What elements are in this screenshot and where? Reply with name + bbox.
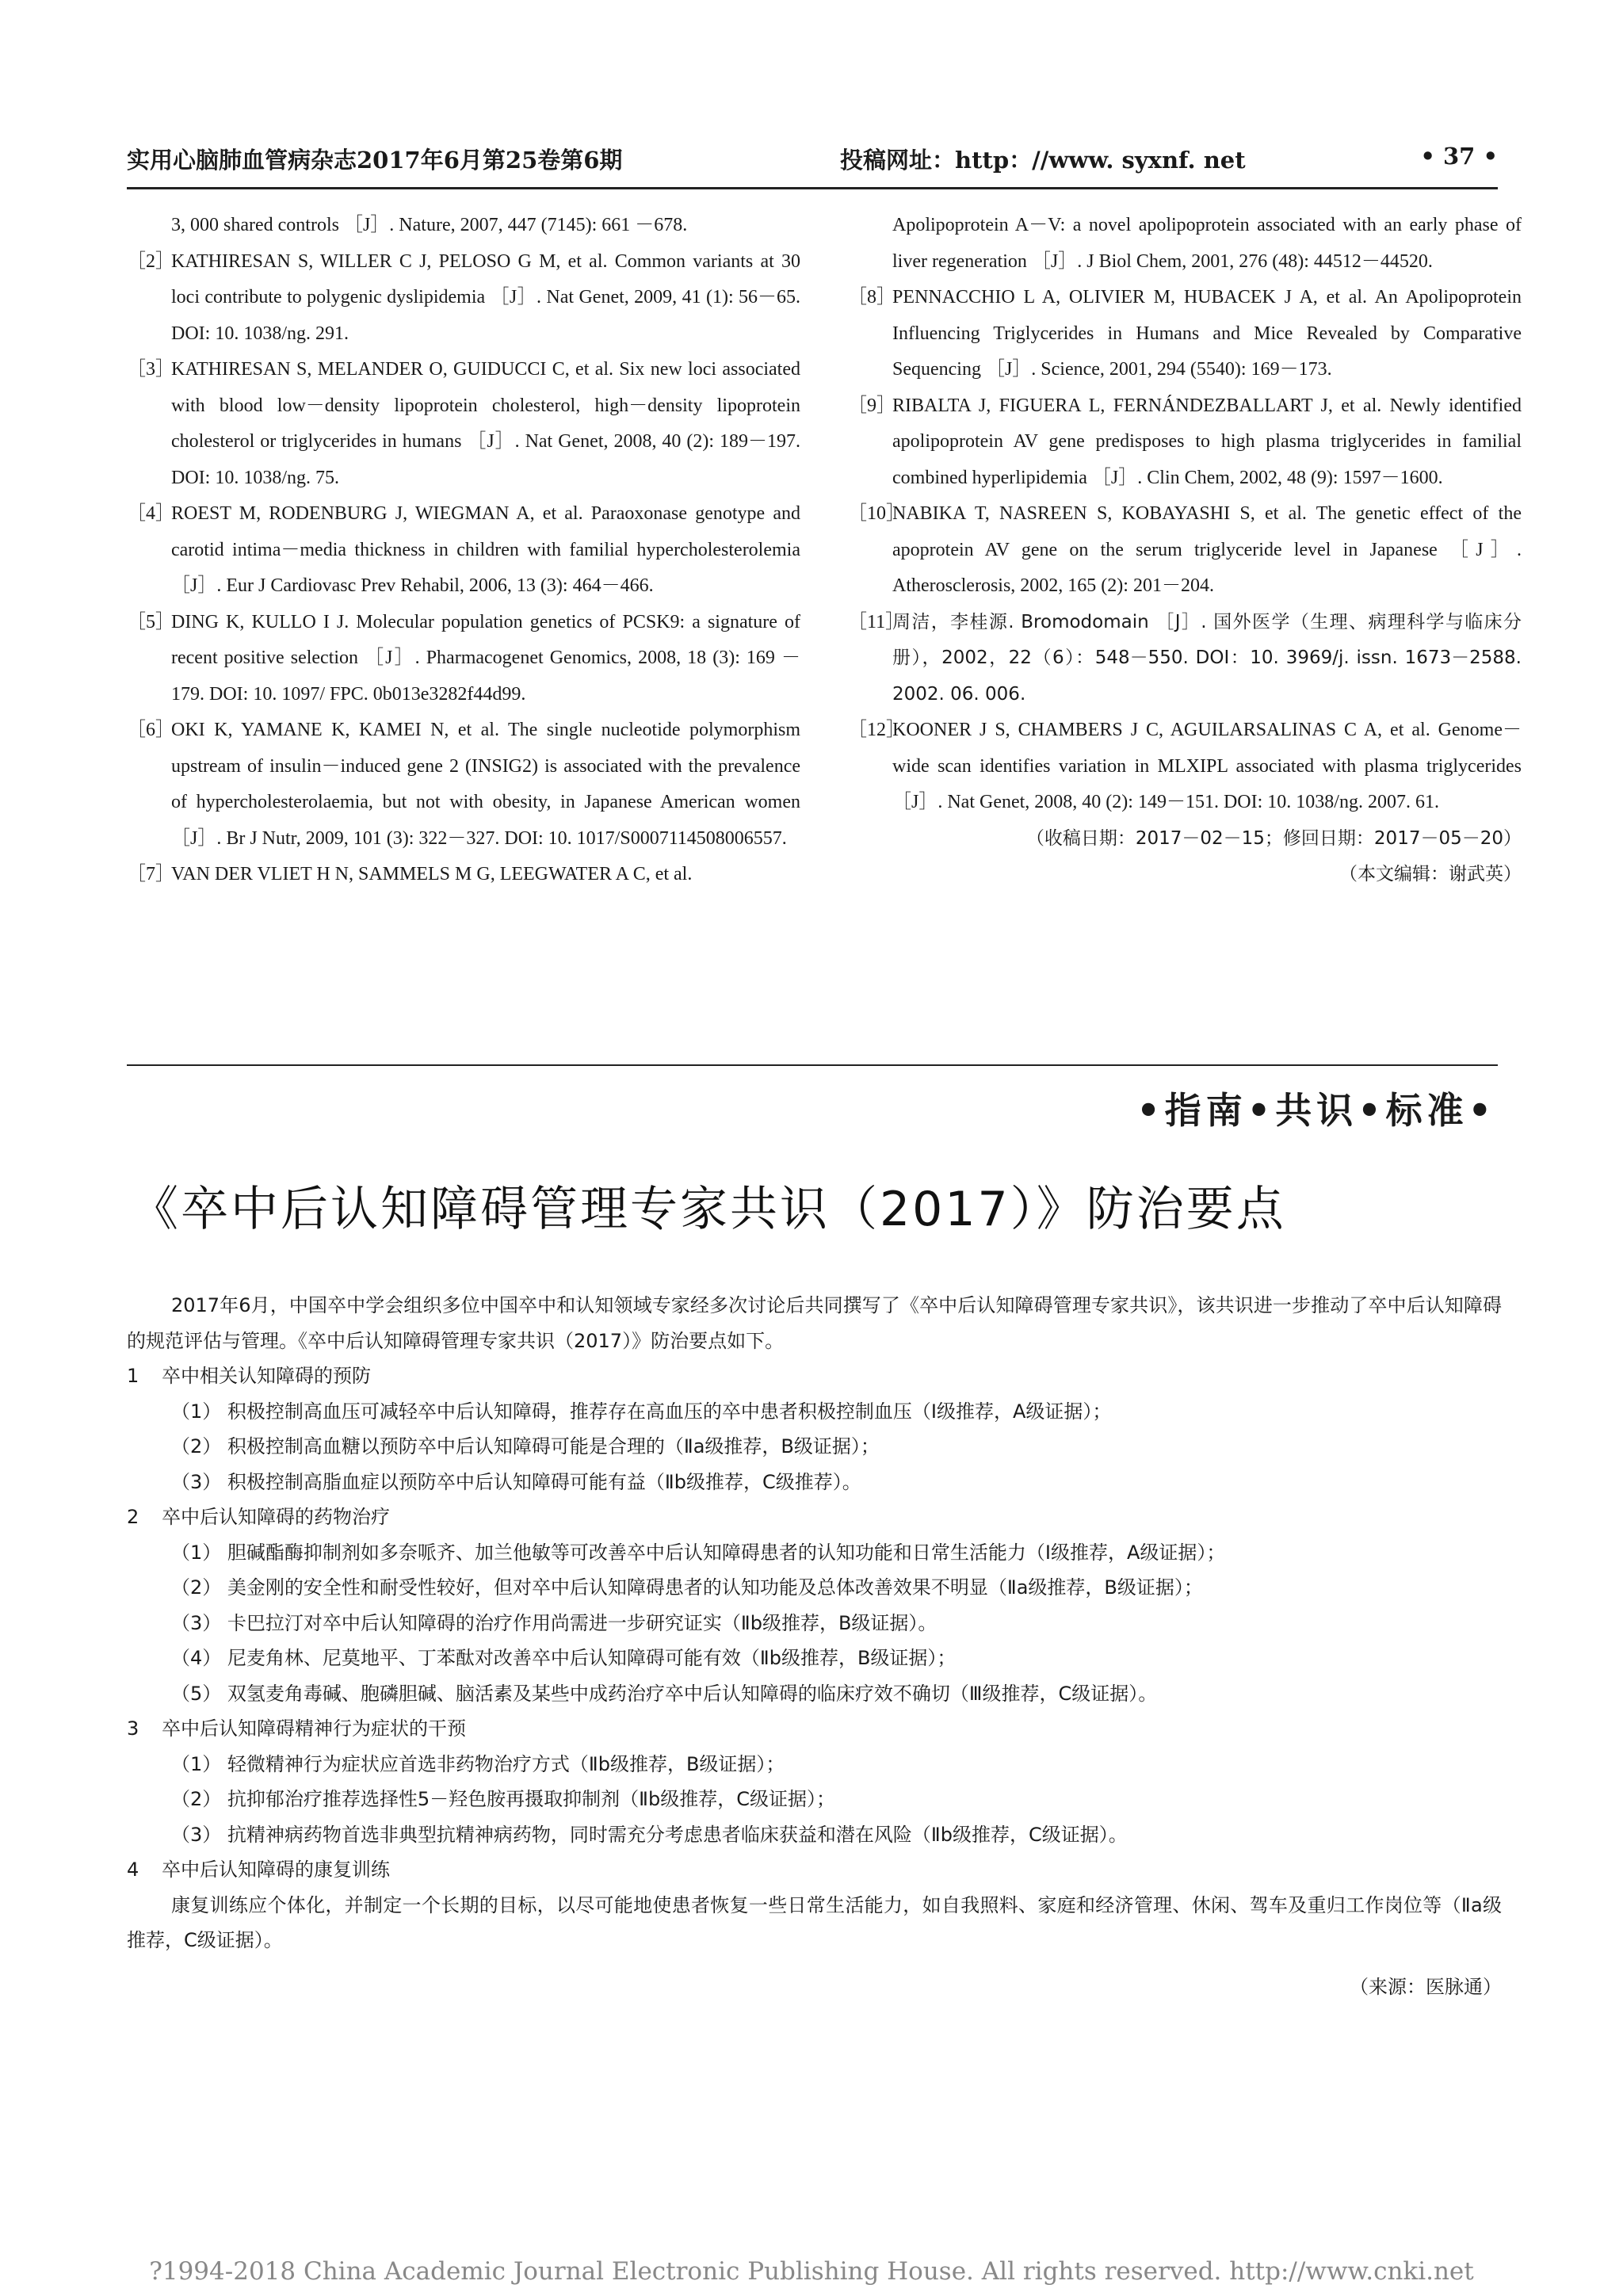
section-heading-text: 卒中相关认知障碍的预防 [162,1365,371,1387]
reference-item [848,712,1522,821]
reference-text: PENNACCHIO L A, OLIVIER M, HUBACEK J A, et al. An Apolipoprotein Influencing Triglycerides in Humans and Mice Revealed by Comparative Sequencing ［J］. Science, 2001, 294 (5540): 169－173. [892,287,1522,380]
recommendation-item: （2） 抗抑郁治疗推荐选择性5－羟色胺再摄取抑制剂（Ⅱb级推荐，C级证据）； [171,1788,835,1810]
reference-text: ROEST M, RODENBURG J, WIEGMAN A, et al. Paraoxonase genotype and carotid intima－media thickness in children with familial hypercholesterolemia ［J］. Eur J Cardiovasc Prev Rehabil, 2006, 13 (3): 464－466. [171,503,800,596]
reference-item [127,496,800,605]
reference-item [848,605,1522,713]
reference-number: ［9］ [848,395,896,416]
reference-item [127,244,800,353]
reference-text: NABIKA T, NASREEN S, KOBAYASHI S, et al. The genetic effect of the apoprotein AV gene on the serum triglyceride level in Japanese ［J］. Atherosclerosis, 2002, 165 (2): 201－204. [892,503,1522,596]
reference-text: KOONER J S, CHAMBERS J C, AGUILARSALINAS C A, et al. Genome－wide scan identifies variation in MLXIPL associated with plasma triglycerides ［J］. Nat Genet, 2008, 40 (2): 149－151. DOI: 10. 1038/ng. 2007. 61. [892,720,1522,812]
recommendation-item: （4） 尼麦角林、尼莫地平、丁苯酞对改善卒中后认知障碍可能有效（Ⅱb级推荐，B级证据）； [171,1647,957,1669]
section-heading-text: 卒中后认知障碍的康复训练 [162,1859,390,1881]
rehab-paragraph: 康复训练应个体化，并制定一个长期的目标，以尽可能地使患者恢复一些日常生活能力，如自我照料、家庭和经济管理、休闲、驾车及重归工作岗位等（Ⅱa级推荐，C级证据）。 [127,1893,1502,1951]
reference-item [848,388,1522,497]
reference-text: DING K, KULLO I J. Molecular population genetics of PCSK9: a signature of recent positive selection ［J］. Pharmacogenet Genomics, 2008, 18 (3): 169 － 179. DOI: 10. 1097/ FPC. 0b013e3282f44d99. [171,611,800,705]
references-right-column [848,208,1522,892]
reference-number: ［2］ [127,250,174,272]
reference-text: KATHIRESAN S, MELANDER O, GUIDUCCI C, et al. Six new loci associated with blood low－density lipoprotein cholesterol, high－density lipoprotein cholesterol or triglycerides in humans ［J］. Nat Genet, 2008, 40 (2): 189－197. DOI: 10. 1038/ng. 75. [171,359,800,488]
reference-text: VAN DER VLIET H N, SAMMELS M G, LEEGWATER A C, et al. [171,864,693,884]
section-divider [127,1064,1498,1066]
received-dates: （收稿日期：2017－02－15；修回日期：2017－05－20） [1025,827,1522,849]
page-number: • 37 • [1420,143,1498,170]
section-heading [127,1499,1502,1535]
reference-text: KATHIRESAN S, WILLER C J, PELOSO G M, et al. Common variants at 30 loci contribute to polygenic dyslipidemia ［J］. Nat Genet, 2009, 41 (1): 56－65. DOI: 10. 1038/ng. 291. [171,250,800,344]
reference-text: 周洁，李桂源. Bromodomain ［J］. 国外医学（生理、病理科学与临床分册），2002，22（6）：548－550. DOI：10. 3969/j. issn. 1673－2588. 2002. 06. 006. [892,611,1522,705]
recommendation-item: （2） 美金刚的安全性和耐受性较好，但对卒中后认知障碍患者的认知功能及总体改善效果不明显（Ⅱa级推荐，B级证据）； [171,1576,1203,1599]
source-note: （来源：医脉通） [1350,1975,1502,1998]
section-heading-text: 卒中后认知障碍的药物治疗 [162,1506,390,1528]
recommendation-item: （3） 积极控制高脂血症以预防卒中后认知障碍可能有益（Ⅱb级推荐，C级推荐）。 [171,1470,861,1493]
header-rule [127,187,1498,189]
reference-text: Apolipoprotein A－V: a novel apolipoprotein associated with an early phase of liver regeneration ［J］. J Biol Chem, 2001, 276 (48): 44512－44520. [892,215,1522,272]
reference-item [127,352,800,496]
recommendation-item: （1） 积极控制高血压可减轻卒中后认知障碍，推荐存在高血压的卒中患者积极控制血压（Ⅰ级推荐，A级证据）； [171,1400,1112,1423]
reference-text: 3, 000 shared controls ［J］. Nature, 2007, 447 (7145): 661 －678. [171,215,688,235]
recommendation-item: （3） 抗精神病药物首选非典型抗精神病药物，同时需充分考虑患者临床获益和潜在风险（Ⅱb级推荐，C级证据）。 [171,1823,1128,1846]
reference-number: ［4］ [127,503,174,524]
recommendation-item: （5） 双氢麦角毒碱、胞磷胆碱、脑活素及某些中成药治疗卒中后认知障碍的临床疗效不确切（Ⅲ级推荐，C级证据）。 [171,1682,1158,1705]
recommendation-item: （2） 积极控制高血糖以预防卒中后认知障碍可能是合理的（Ⅱa级推荐，B级证据）； [171,1435,880,1457]
references-left-column [127,208,800,893]
article-title: 《卒中后认知障碍管理专家共识（2017）》防治要点 [131,1182,1286,1237]
editor-note: （本文编辑：谢武英） [1339,863,1522,884]
reference-item [848,496,1522,605]
reference-text: OKI K, YAMANE K, KAMEI N, et al. The single nucleotide polymorphism upstream of insulin－induced gene 2 (INSIG2) is associated with the prevalence of hypercholesterolaemia, but not with obesity, in Japanese American women ［J］. Br J Nutr, 2009, 101 (3): 322－327. DOI: 10. 1017/S0007114508006557. [171,720,800,849]
submission-url: 投稿网址：http：//www. syxnf. net [840,147,1246,174]
section-number: 2 [127,1506,139,1528]
reference-item [848,208,1522,280]
copyright-footer: ?1994-2018 China Academic Journal Electronic Publishing House. All rights reserved. http://www.cnki.net [149,2257,1474,2286]
reference-number: ［12］ [848,720,905,740]
journal-name: 实用心脑肺血管病杂志2017年6月第25卷第6期 [127,147,623,174]
section-heading [127,1852,1502,1888]
recommendation-item: （3） 卡巴拉汀对卒中后认知障碍的治疗作用尚需进一步研究证实（Ⅱb级推荐，B级证据）。 [171,1611,938,1634]
recommendation-item: （1） 胆碱酯酶抑制剂如多奈哌齐、加兰他敏等可改善卒中后认知障碍患者的认知功能和日常生活能力（Ⅰ级推荐，A级证据）； [171,1541,1226,1564]
reference-number: ［8］ [848,287,896,308]
reference-number: ［6］ [127,720,174,740]
running-header [127,136,1498,178]
reference-number: ［3］ [127,359,174,380]
reference-number: ［10］ [848,503,905,524]
reference-item [848,280,1522,388]
reference-item [127,605,800,713]
section-number: 1 [127,1365,139,1387]
section-heading [127,1358,1502,1394]
reference-number: ［11］ [848,611,905,632]
recommendation-item: （1） 轻微精神行为症状应首选非药物治疗方式（Ⅱb级推荐，B级证据）； [171,1752,785,1775]
reference-item [127,857,800,893]
reference-text: RIBALTA J, FIGUERA L, FERNÁNDEZBALLART J, et al. Newly identified apolipoprotein AV gene predisposes to high plasma triglycerides in familial combined hyperlipidemia ［J］. Clin Chem, 2002, 48 (9): 1597－1600. [892,395,1522,488]
section-heading-text: 卒中后认知障碍精神行为症状的干预 [162,1717,466,1740]
section-heading [127,1711,1502,1747]
section-number: 4 [127,1859,139,1881]
reference-number: ［5］ [127,611,174,632]
article-body [127,1288,1502,2004]
section-label: •指南•共识•标准• [1136,1089,1496,1132]
reference-item [127,208,800,244]
reference-item [127,712,800,857]
reference-number: ［7］ [127,864,174,884]
section-number: 3 [127,1717,139,1740]
intro-paragraph: 2017年6月，中国卒中学会组织多位中国卒中和认知领域专家经多次讨论后共同撰写了《卒中后认知障碍管理专家共识》，该共识进一步推动了卒中后认知障碍的规范评估与管理。《卒中后认知障碍管理专家共识（2017）》防治要点如下。 [127,1294,1502,1352]
